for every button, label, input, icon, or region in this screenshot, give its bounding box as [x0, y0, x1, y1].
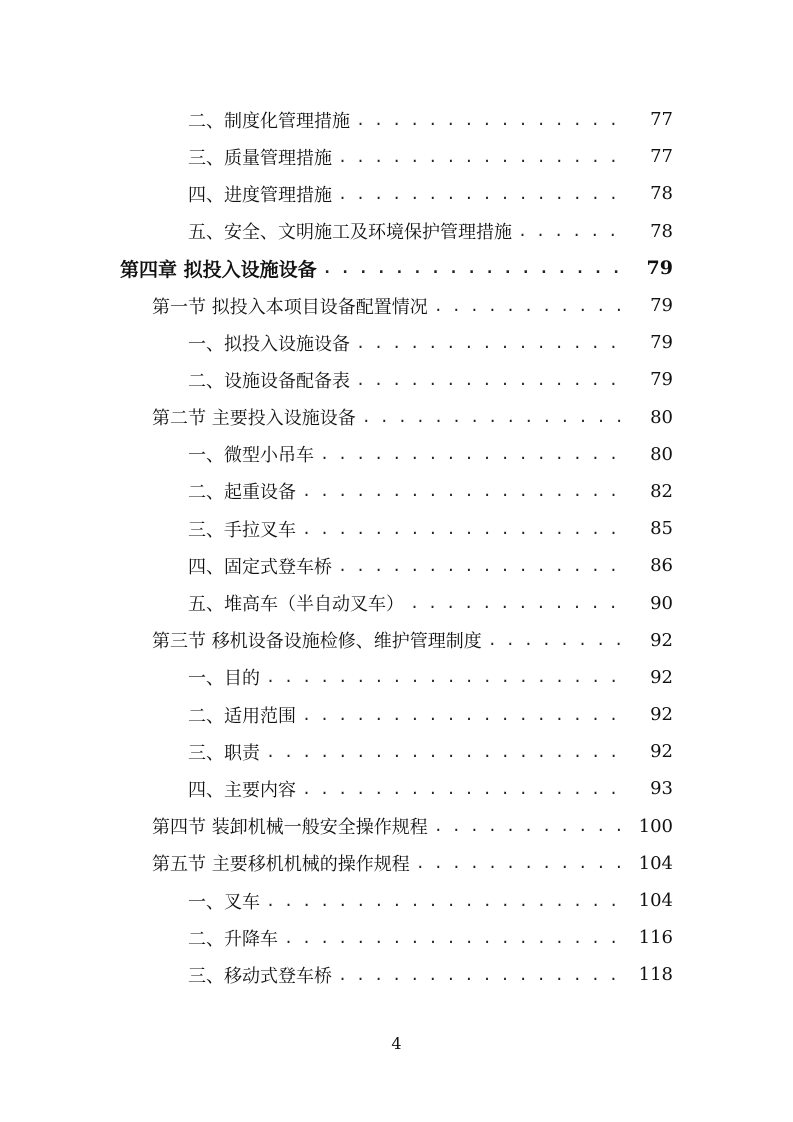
toc-entry-page: 104: [638, 852, 673, 874]
toc-entry-page: 100: [638, 815, 673, 837]
toc-entry-title: 一、拟投入设施设备: [188, 333, 350, 355]
toc-entry-page: 79: [646, 257, 673, 280]
toc-entry-page: 77: [650, 109, 673, 131]
toc-section-entry[interactable]: [0, 845, 793, 882]
toc-entry-title: 第四章 拟投入设施设备: [120, 258, 317, 281]
toc-entry-title: 第三节 移机设备设施检修、维护管理制度: [152, 631, 482, 653]
toc-entry-page: 90: [650, 592, 673, 614]
toc-entry-page: 80: [650, 443, 673, 465]
toc-subsection-entry[interactable]: [0, 956, 793, 993]
toc-entry-page: 79: [650, 295, 673, 317]
toc-subsection-entry[interactable]: [0, 361, 793, 398]
dot-leader: [362, 408, 627, 426]
toc-section-entry[interactable]: [0, 399, 793, 436]
toc-entry-page: 82: [650, 480, 673, 502]
toc-entry-title: 五、安全、文明施工及环境保护管理措施: [188, 222, 512, 244]
dot-leader: [434, 297, 627, 315]
toc-entry-title: 第四节 装卸机械一般安全操作规程: [152, 817, 428, 839]
toc-entry-page: 118: [638, 964, 673, 986]
toc-section-entry[interactable]: [0, 622, 793, 659]
toc-subsection-entry[interactable]: [0, 696, 793, 733]
toc-entry-page: 92: [650, 666, 673, 688]
dot-leader: [302, 520, 627, 538]
toc-chapter-entry[interactable]: [0, 250, 793, 287]
dot-leader: [266, 743, 627, 761]
dot-leader: [356, 111, 627, 129]
toc-entry-page: 85: [650, 518, 673, 540]
dot-leader: [338, 148, 627, 166]
dot-leader: [518, 222, 627, 240]
dot-leader: [338, 966, 627, 984]
toc-subsection-entry[interactable]: [0, 770, 793, 807]
toc-entry-page: 79: [650, 332, 673, 354]
dot-leader: [302, 482, 627, 500]
dot-leader: [356, 371, 627, 389]
toc-entry-title: 五、堆高车（半自动叉车）: [188, 594, 404, 616]
toc-entry-page: 78: [650, 220, 673, 242]
toc-entry-title: 四、进度管理措施: [188, 184, 332, 206]
toc-entry-page: 80: [650, 406, 673, 428]
toc-entry-page: 93: [650, 778, 673, 800]
toc-entry-title: 三、质量管理措施: [188, 147, 332, 169]
table-of-contents: [0, 101, 793, 994]
toc-entry-title: 二、升降车: [188, 928, 278, 950]
toc-subsection-entry[interactable]: [0, 324, 793, 361]
dot-leader: [266, 668, 627, 686]
toc-subsection-entry[interactable]: [0, 584, 793, 621]
toc-subsection-entry[interactable]: [0, 510, 793, 547]
toc-entry-title: 四、固定式登车桥: [188, 556, 332, 578]
toc-subsection-entry[interactable]: [0, 213, 793, 250]
toc-entry-title: 二、适用范围: [188, 705, 296, 727]
toc-subsection-entry[interactable]: [0, 101, 793, 138]
dot-leader: [302, 780, 627, 798]
toc-entry-page: 92: [650, 629, 673, 651]
dot-leader: [284, 929, 627, 947]
dot-leader: [488, 631, 627, 649]
page-number: 4: [391, 1034, 402, 1053]
toc-subsection-entry[interactable]: [0, 473, 793, 510]
toc-entry-page: 79: [650, 369, 673, 391]
toc-entry-title: 三、移动式登车桥: [188, 965, 332, 987]
toc-entry-title: 二、起重设备: [188, 482, 296, 504]
toc-entry-page: 116: [638, 927, 673, 949]
toc-entry-page: 86: [650, 555, 673, 577]
toc-entry-title: 二、设施设备配备表: [188, 370, 350, 392]
toc-entry-page: 92: [650, 741, 673, 763]
toc-entry-title: 四、主要内容: [188, 779, 296, 801]
dot-leader: [356, 334, 627, 352]
toc-entry-page: 78: [650, 183, 673, 205]
toc-entry-page: 92: [650, 704, 673, 726]
toc-subsection-entry[interactable]: [0, 659, 793, 696]
toc-entry-title: 三、职责: [188, 742, 260, 764]
dot-leader: [266, 892, 627, 910]
dot-leader: [302, 706, 627, 724]
toc-subsection-entry[interactable]: [0, 175, 793, 212]
toc-entry-page: 104: [638, 890, 673, 912]
toc-section-entry[interactable]: [0, 808, 793, 845]
toc-subsection-entry[interactable]: [0, 919, 793, 956]
toc-entry-title: 一、叉车: [188, 891, 260, 913]
toc-subsection-entry[interactable]: [0, 733, 793, 770]
toc-subsection-entry[interactable]: [0, 882, 793, 919]
dot-leader: [323, 259, 627, 277]
toc-subsection-entry[interactable]: [0, 436, 793, 473]
toc-entry-title: 第一节 拟投入本项目设备配置情况: [152, 296, 428, 318]
toc-entry-page: 77: [650, 146, 673, 168]
toc-entry-title: 一、目的: [188, 668, 260, 690]
toc-subsection-entry[interactable]: [0, 547, 793, 584]
toc-entry-title: 第二节 主要投入设施设备: [152, 408, 356, 430]
dot-leader: [410, 594, 627, 612]
dot-leader: [338, 185, 627, 203]
dot-leader: [434, 817, 627, 835]
toc-entry-title: 二、制度化管理措施: [188, 110, 350, 132]
toc-entry-title: 三、手拉叉车: [188, 519, 296, 541]
dot-leader: [320, 445, 627, 463]
toc-subsection-entry[interactable]: [0, 138, 793, 175]
toc-entry-title: 第五节 主要移机机械的操作规程: [152, 854, 410, 876]
toc-entry-title: 一、微型小吊车: [188, 445, 314, 467]
dot-leader: [416, 854, 627, 872]
toc-section-entry[interactable]: [0, 287, 793, 324]
dot-leader: [338, 557, 627, 575]
